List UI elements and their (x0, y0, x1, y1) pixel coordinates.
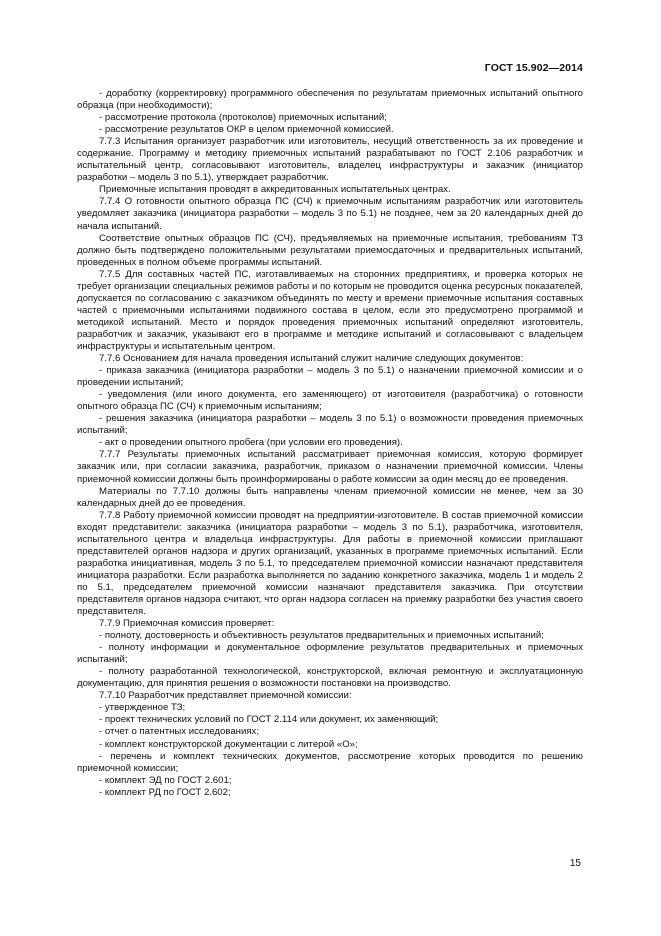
paragraph: - уведомления (или иного документа, его заменяющего) от изготовителя (разработчика) о готовности опытного образца ПС (СЧ) к приемочным испытаниям; (77, 389, 583, 413)
paragraph: - рассмотрение результатов ОКР в целом приемочной комиссией. (99, 124, 394, 136)
paragraph: - перечень и комплект технических документов, рассмотрение которых проводится по решению приемочной комиссии; (77, 750, 583, 774)
paragraph: - утвержденное ТЗ; (99, 702, 186, 714)
paragraph: Соответствие опытных образцов ПС (СЧ), предъявляемых на приемочные испытания, требованиям ТЗ должно быть подтверждено положительными результатами приемосдаточных и предварительных испытаний, проведенных в полном объеме программы испытаний. (77, 232, 583, 268)
paragraph: - решения заказчика (инициатора разработки – модель 3 по 5.1) о возможности проведения приемочных испытаний; (77, 413, 583, 437)
paragraph: 7.7.7 Результаты приемочных испытаний рассматривает приемочная комиссия, которую формирует заказчик или, при согласии заказчика, разработчик, приказом о назначении приемочной комиссии. Члены приемочной комиссии должны быть проинформированы о работе комиссии за один месяц до ее проведения. (77, 449, 583, 485)
paragraph: 7.7.8 Работу приемочной комиссии проводят на предприятии-изготовителе. В состав приемочной комиссии входят представители: заказчика (инициатора разработки – модель 3 по 5.1), разработчика, изготовителя, испытательного центра и владельца инфраструктуры. Для работы в приемочной комиссии приглашают представителей органов надзора и других организаций, указанных в программе приемочных испытаний. Если разработка инициативная, модель 3 по 5.1, то председателем приемочной комиссии назначают представителя инициатора разработки. Если разработка выполняется по заданию конкретного заказчика, модель 1 и модель 2 по 5.1, председателем приемочной комиссии назначают представителя заказчика. При отсутствии представителя органов надзора считают, что орган надзора согласен на приемку разработки без участия своего представителя. (77, 509, 583, 618)
paragraph: - комплект РД по ГОСТ 2.602; (99, 786, 231, 798)
paragraph: 7.7.3 Испытания организует разработчик или изготовитель, несущий ответственность за их проведение и содержание. Программу и методику приемочных испытаний разрабатывают по ГОСТ 2.106 разработчик и испытательный центр, согласовывают изготовитель, владелец инфраструктуры и заказчик (инициатор разработки – модель 3 по 5.1), утверждает разработчик. (77, 136, 583, 184)
paragraph: - рассмотрение протокола (протоколов) приемочных испытаний; (99, 112, 387, 124)
paragraph: - полноту, достоверность и объективность результатов предварительных и приемочных испытаний; (99, 630, 544, 642)
paragraph: - полноту разработанной технологической, конструкторской, включая ремонтную и эксплуатационную документацию, для принятия решения о возможности постановки на производство. (77, 666, 583, 690)
document-header: ГОСТ 15.902—2014 (484, 62, 583, 74)
paragraph: - полноту информации и документальное оформление результатов предварительных и приемочных испытаний; (77, 642, 583, 666)
paragraph: - доработку (корректировку) программного обеспечения по результатам приемочных испытаний опытного образца (при необходимости); (77, 88, 583, 112)
paragraph: Материалы по 7.7.10 должны быть направлены членам приемочной комиссии не менее, чем за 30 календарных дней до ее проведения. (77, 485, 583, 509)
paragraph: 7.7.4 О готовности опытного образца ПС (СЧ) к приемочным испытаниям разработчик или изготовитель уведомляет заказчика (инициатора разработки – модель 3 по 5.1) не позднее, чем за 20 календарных дней до начала испытаний. (77, 196, 583, 232)
paragraph: 7.7.10 Разработчик представляет приемочной комиссии: (99, 690, 352, 702)
paragraph: - отчет о патентных исследованиях; (99, 726, 259, 738)
paragraph: 7.7.9 Приемочная комиссия проверяет: (99, 618, 275, 630)
paragraph: Приемочные испытания проводят в аккредитованных испытательных центрах. (99, 184, 451, 196)
paragraph: - комплект конструкторской документации с литерой «О»; (99, 738, 358, 750)
paragraph: 7.7.5 Для составных частей ПС, изготавливаемых на сторонних предприятиях, и проверка которых не требует организации специальных режимов работы и по которым не проводится оценка ресурсных показателей, допускается по согласованию с заказчиком объединять по месту и времени приемочные испытания составных частей с приемочными испытаниями подвижного состава в целом, если это предусмотрено программой и методикой испытаний. Место и порядок проведения приемочных испытаний определяют изготовитель, разработчик и заказчик, указывают его в программе и методике испытаний и согласовывают с владельцем инфраструктуры и испытательным центром. (77, 268, 583, 352)
paragraph: 7.7.6 Основанием для начала проведения испытаний служит наличие следующих документов: (99, 353, 524, 365)
paragraph: - проект технических условий по ГОСТ 2.114 или документ, их заменяющий; (99, 714, 439, 726)
paragraph: - комплект ЭД по ГОСТ 2.601; (99, 774, 232, 786)
document-body (77, 88, 583, 799)
paragraph: - приказа заказчика (инициатора разработки – модель 3 по 5.1) о назначении приемочной комиссии и о проведении испытаний; (77, 365, 583, 389)
paragraph: - акт о проведении опытного пробега (при условии его проведения). (99, 437, 403, 449)
page-number: 15 (569, 858, 581, 869)
